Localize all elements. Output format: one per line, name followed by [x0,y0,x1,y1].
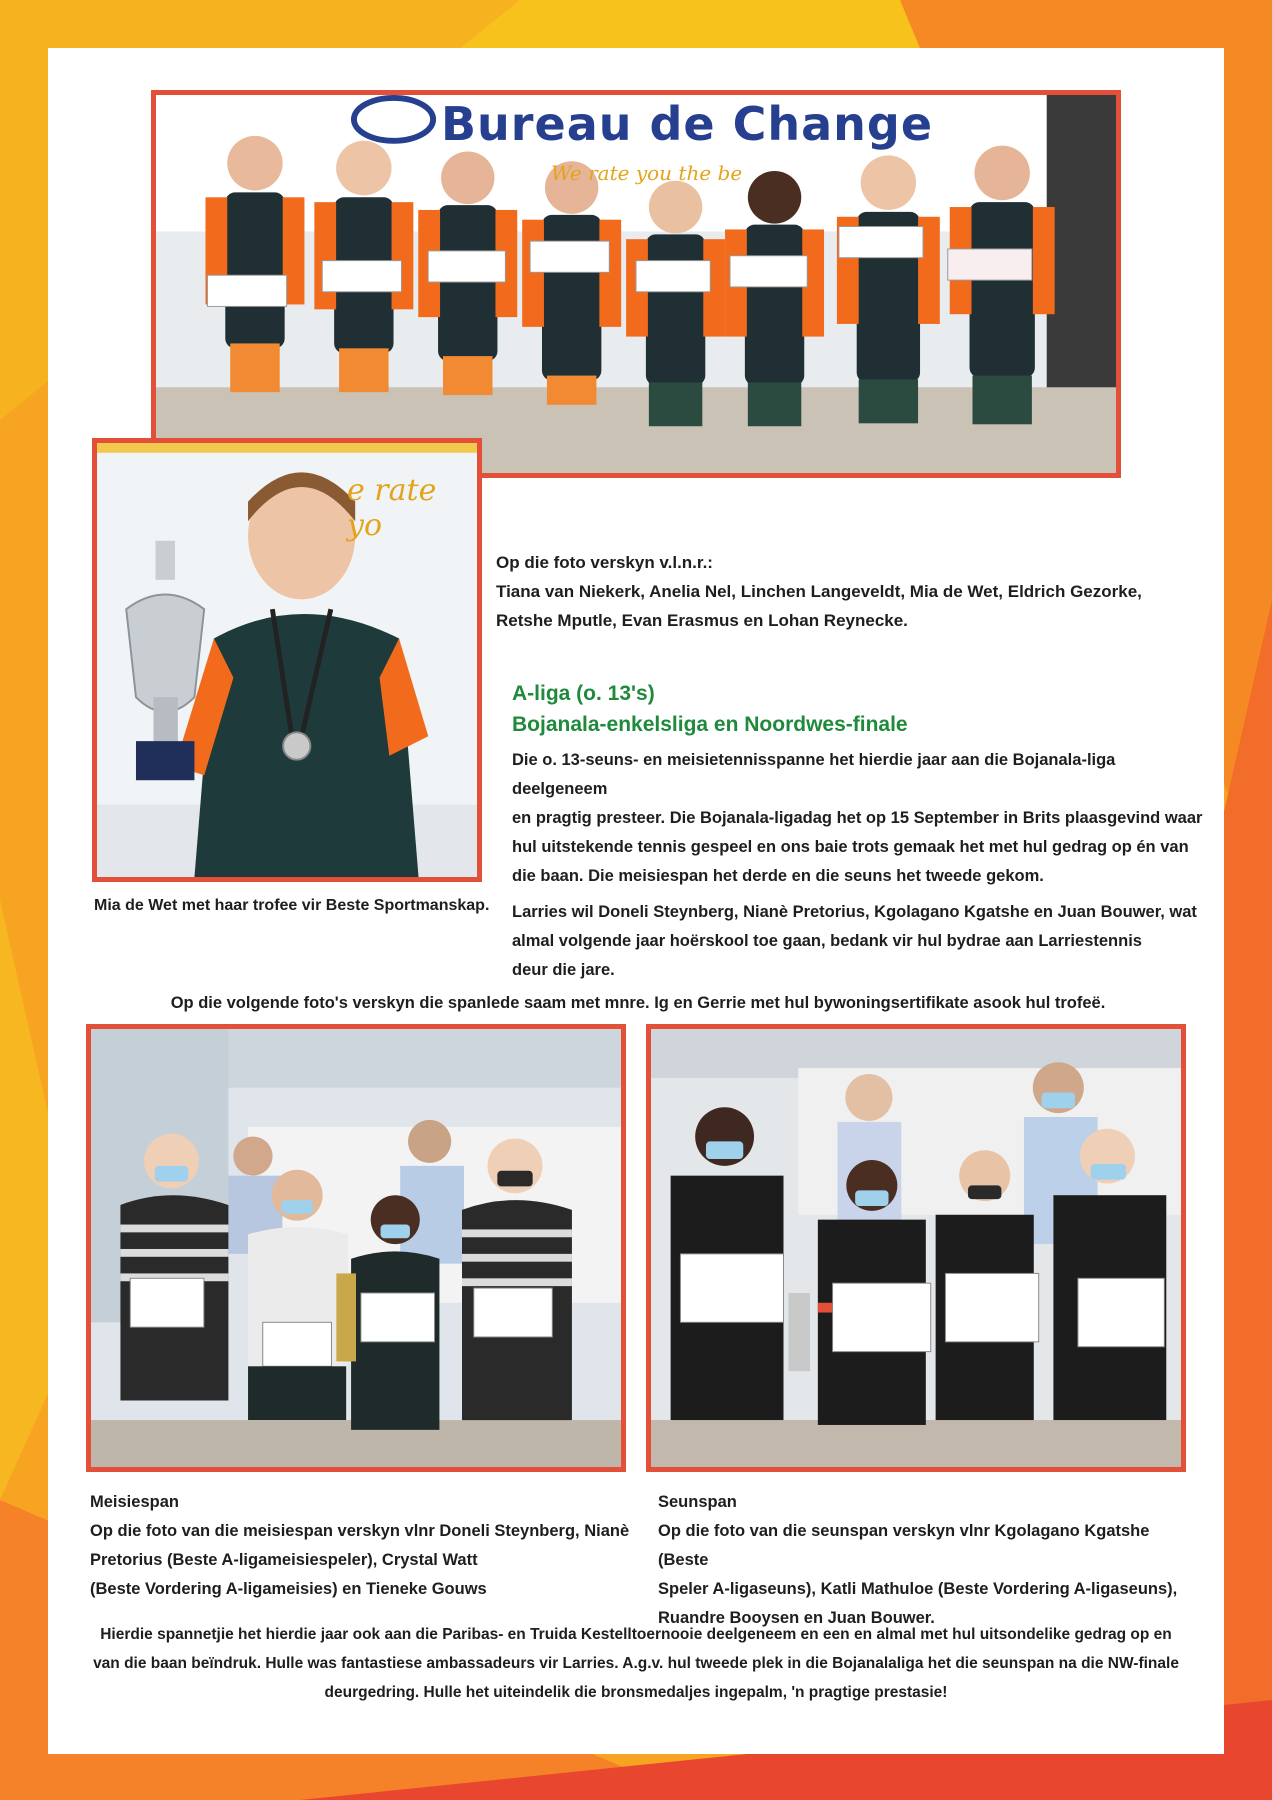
paragraph-line: die baan. Die meisiespan het derde en die seuns het tweede gekom. [512,867,1044,885]
portrait-photo [92,438,482,882]
paragraph-line: en pragtig presteer. Die Bojanala-ligadag het op 15 September in Brits plaasgevind waar [512,809,1203,827]
caption-line: Op die foto van die meisiespan verskyn vlnr Doneli Steynberg, Nianè [90,1522,630,1540]
portrait-caption: Mia de Wet met haar trofee vir Beste Sportmanskap. [94,897,490,914]
caption-line: (Beste Vordering A-ligameisies) en Tieneke Gouws [90,1580,487,1598]
team-photo-illustration [156,95,1116,473]
girls-caption-title: Meisiespan [90,1493,179,1511]
closing-line: van die baan beïndruk. Hulle was fantastiese ambassadeurs vir Larries. A.g.v. hul tweede plek in die Bojanalaliga het die seunspan na die NW-finale [93,1655,1179,1672]
section-paragraph-2 [512,898,1212,985]
banner-slogan: We rate you the be [551,161,743,185]
girls-team-photo [86,1024,626,1472]
paragraph-line: Die o. 13-seuns- en meisietennisspanne het hierdie jaar aan die Bojanala-liga deelgeneem [512,751,1116,798]
paragraph-line: deur die jare. [512,961,615,979]
girls-photo-illustration [91,1029,621,1467]
paragraph-line: hul uitstekende tennis gespeel en ons baie trots gemaak het met hul gedrag op én van [512,838,1189,856]
caption-line: Retshe Mputle, Evan Erasmus en Lohan Reynecke. [496,611,908,630]
caption-line: Ruandre Booysen en Juan Bouwer. [658,1609,935,1627]
boys-caption-title: Seunspan [658,1493,737,1511]
boys-team-photo [646,1024,1186,1472]
section-subheading: Bojanala-enkelsliga en Noordwes-finale [512,713,908,736]
paragraph-line: almal volgende jaar hoërskool toe gaan, bedank vir hul bydrae aan Larriestennis [512,932,1142,950]
caption-line: Op die foto van die seunspan verskyn vlnr Kgolagano Kgatshe (Beste [658,1522,1150,1569]
boys-photo-illustration [651,1029,1181,1467]
caption-line: Op die foto verskyn v.l.n.r.: [496,553,713,572]
section-paragraph-1 [512,746,1212,891]
closing-paragraph [68,1620,1204,1707]
banner-title: Bureau de Change [441,97,934,151]
top-photo-caption [496,548,1196,635]
caption-line: Pretorius (Beste A-ligameisiespeler), Crystal Watt [90,1551,478,1569]
section-heading: A-liga (o. 13's) [512,682,655,705]
page-content [48,48,1224,1754]
caption-line: Speler A-ligaseuns), Katli Mathuloe (Beste Vordering A-ligaseuns), [658,1580,1178,1598]
girls-caption [90,1488,630,1604]
closing-line: Hierdie spannetjie het hierdie jaar ook aan die Paribas- en Truida Kestelltoernooie deelgeneem en een en almal met hul uitsondelike gedrag op en [100,1626,1172,1643]
caption-line: Tiana van Niekerk, Anelia Nel, Linchen Langeveldt, Mia de Wet, Eldrich Gezorke, [496,582,1142,601]
closing-line: deurgedring. Hulle het uiteindelik die bronsmedaljes ingepalm, 'n pragtige prestasie! [324,1684,948,1701]
intro-line: Op die volgende foto's verskyn die spanlede saam met mnre. Ig en Gerrie met hul bywoningsertifikate asook hul trofeë. [170,994,1106,1012]
paragraph-line: Larries wil Doneli Steynberg, Nianè Pretorius, Kgolagano Kgatshe en Juan Bouwer, wat [512,903,1197,921]
team-photo-top [151,90,1121,478]
boys-caption [658,1488,1198,1633]
portrait-banner-slogan: e rate yo [347,473,437,543]
